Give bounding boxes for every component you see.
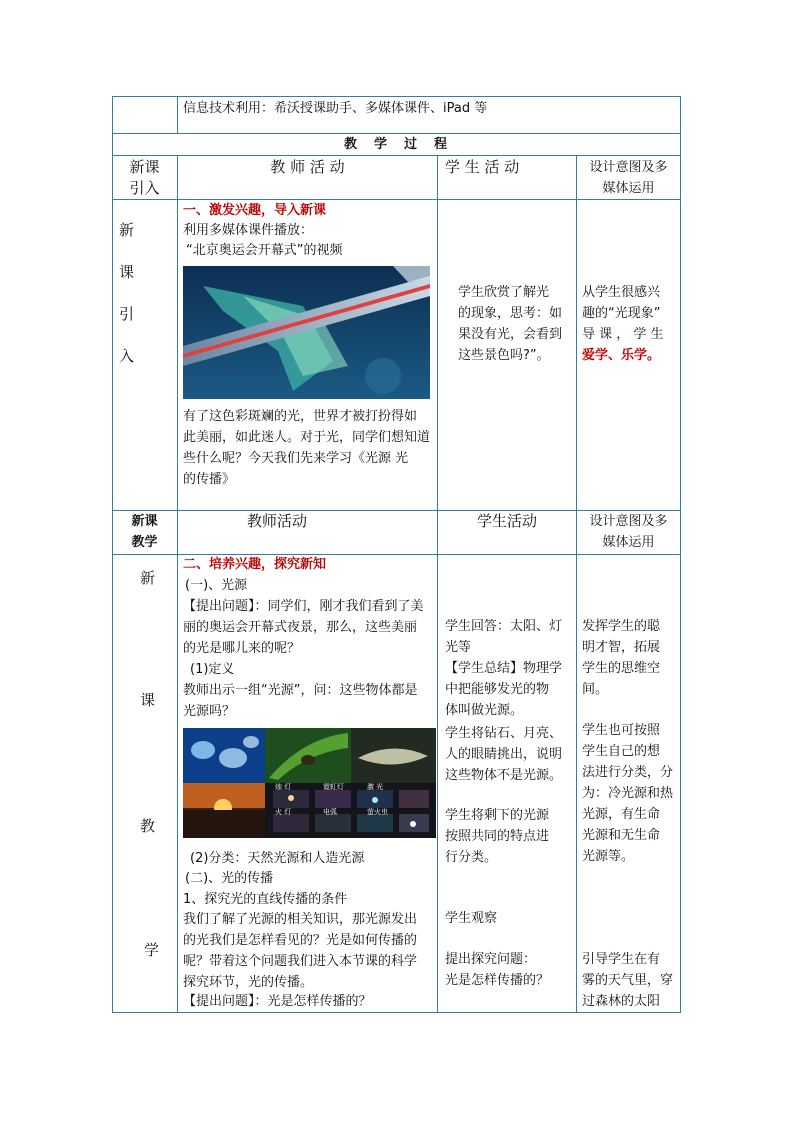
intro-header-student: 学 生 活 动 [445,158,520,176]
collage-label: 霓虹灯 [323,783,344,791]
table-rule [112,155,681,156]
collage-label: 萤火虫 [367,808,388,816]
intro-header-col1: 新课 引入 [129,158,160,197]
lesson-plan-table [112,96,681,1013]
intro-section-title: 一、激发兴趣，导入新课 [183,203,327,218]
intro-student-activity: 学生欣赏了解光 的现象，思考：如 果没有光，会看到 这些景色吗?”。 [458,285,563,363]
info-technology-row: 信息技术利用：希沃授课助手、多媒体课件、iPad 等 [183,101,488,116]
teach-classify: (2)分类：天然光源和人造光源 [190,851,365,866]
teach-design-intent: 引导学生在有 雾的天气里，穿 过森林的太阳 [582,952,674,1009]
table-rule [576,155,577,1013]
teach-design-intent: 发挥学生的聪 明才智，拓展 学生的思维空 间。 [582,619,661,697]
teach-header-teacher: 教师活动 [247,512,308,530]
table-rule [177,155,178,1013]
table-rule [437,155,438,1013]
teach-explore-title: 1、探究光的直线传播的条件 [183,892,348,907]
table-rule [112,96,113,1013]
collage-label: 烛 灯 [275,783,292,791]
teach-header-col1: 新课 教学 [131,514,158,550]
intro-header-design: 设计意图及多 媒体运用 [589,160,668,196]
teach-header-student: 学生活动 [477,512,538,530]
intro-side-char: 引 [119,305,135,323]
teach-student-activity: 学生将剩下的光源 按照共同的特点进 行分类。 [445,808,550,865]
teach-section-title: 二、培养兴趣，探究新知 [183,557,327,572]
intro-line: 利用多媒体课件播放： [183,223,314,238]
teach-sub-heading: (一)、光源 [185,578,248,593]
teach-student-activity: 学生回答：太阳、灯 光等 [445,619,563,655]
teach-explore-text: 我们了解了光源的相关知识，那光源发出 的光我们是怎样看见的？光是如何传播的 呢？带着这个问题我们进入本节课的科学 探究环节，光的传播。 [183,912,418,990]
teach-side-char: 教 [140,817,156,835]
collage-label: 火 灯 [275,808,292,816]
light-sources-collage [183,728,436,838]
intro-paragraph: 有了这色彩斑斓的光，世界才被打扮得如 此美丽，如此迷人。对于光，同学们想知道 些什么呢？今天我们先来学习《光源 光 的传播》 [183,409,431,487]
table-rule [177,96,178,134]
teach-student-activity: 【学生总结】物理学 中把能够发光的物 体叫做光源。 [445,661,563,718]
collage-label: 电弧 [323,808,337,816]
teach-design-intent: 学生也可按照 学生自己的想 法进行分类，分 为：冷光源和热 光源，有生命 光源和无生命 光源等。 [582,723,674,864]
teach-side-char: 课 [140,691,156,709]
teach-student-activity: 提出探究问题： 光是怎样传播的？ [445,952,550,988]
intro-side-char: 入 [119,347,135,365]
teach-student-activity: 学生将钻石、月亮、 人的眼睛挑出，说明 这些物体不是光源。 [445,726,563,783]
teach-sub-heading: (二)、光的传播 [185,871,274,886]
teach-definition: (1)定义 [190,662,235,677]
teach-question-2: 【提出问题】：光是怎样传播的？ [183,994,372,1009]
process-title: 教 学 过 程 [343,137,449,152]
intro-design-intent: 从学生很感兴 趣的“光现象” 导 课 ， 学 生 爱学、乐学。 [582,285,664,363]
collage-label: 激 光 [367,783,384,791]
intro-side-char: 新 [119,221,135,239]
teach-side-char: 新 [140,569,156,587]
table-rule [112,1012,681,1013]
teach-question: 【提出问题】：同学们，刚才我们看到了美 丽的奥运会开幕式夜景，那么，这些美丽 的光是哪儿来的呢？ [183,599,424,656]
table-rule [112,96,681,97]
teach-student-activity: 学生观察 [445,911,498,926]
olympic-opening-image [183,266,430,399]
teach-header-design: 设计意图及多 媒体运用 [589,514,668,550]
intro-line: “北京奥运会开幕式”的视频 [186,243,343,258]
teach-side-char: 学 [144,941,160,959]
teach-definition-text: 教师出示一组“光源”，问：这些物体都是 光源吗？ [183,683,418,719]
intro-header-teacher: 教 师 活 动 [270,158,345,176]
intro-side-char: 课 [119,263,135,281]
table-rule [680,96,681,1013]
